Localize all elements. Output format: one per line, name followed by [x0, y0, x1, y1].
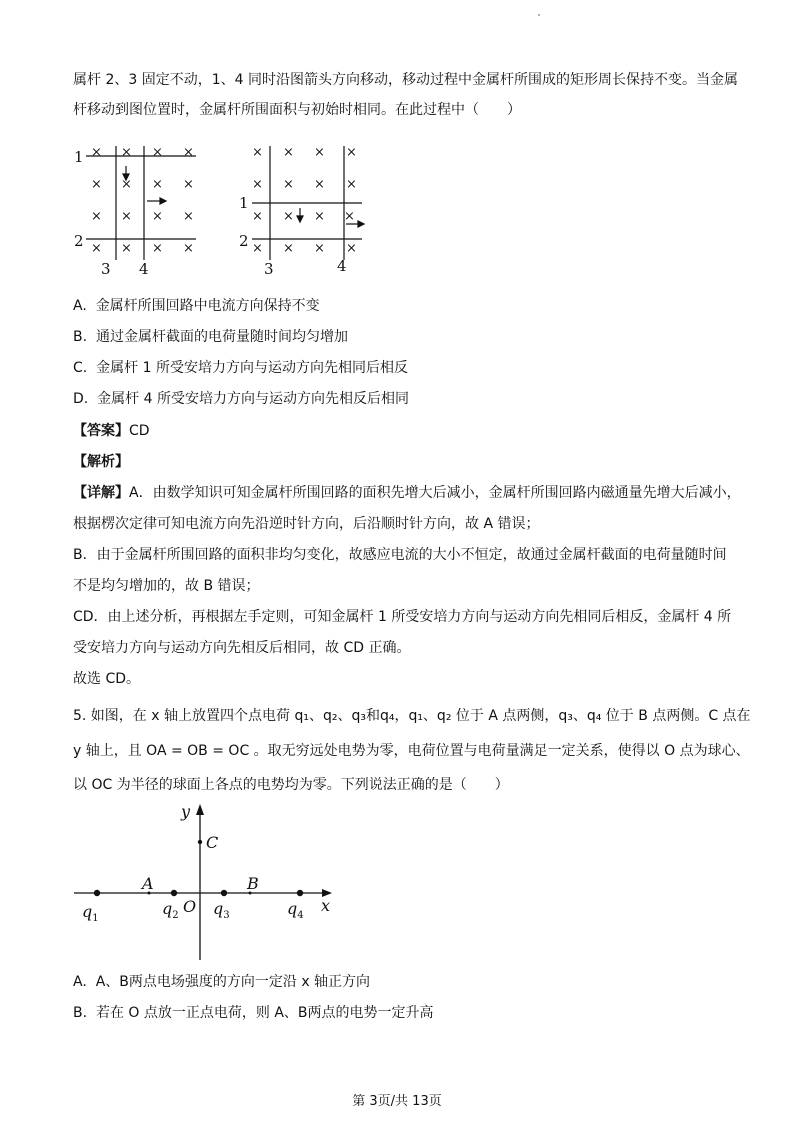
svg-text:×: × — [91, 241, 102, 256]
svg-text:×: × — [346, 241, 357, 256]
q5-option-b: B. 若在 O 点放一正点电荷，则 A、B两点的电势一定升高 — [73, 1005, 434, 1021]
x-label: x — [321, 896, 331, 915]
svg-text:×: × — [183, 145, 194, 160]
svg-text:×: × — [152, 241, 163, 256]
left-label-4: 4 — [139, 260, 149, 278]
svg-text:×: × — [283, 241, 294, 256]
conclusion: 故选 CD。 — [73, 671, 141, 687]
svg-text:×: × — [152, 145, 163, 160]
b-label: B — [247, 874, 259, 893]
charge-q3-point — [221, 890, 227, 896]
right-arrow-right-head — [358, 221, 364, 227]
q4-option-a: A. 金属杆所围回路中电流方向保持不变 — [73, 298, 320, 314]
left-label-2: 2 — [74, 232, 84, 250]
left-arrow-right-head — [160, 198, 166, 204]
charge-q4-point — [297, 890, 303, 896]
q3-label: $q_3$ — [213, 899, 230, 921]
svg-text:×: × — [344, 209, 355, 224]
left-label-1: 1 — [74, 148, 84, 166]
svg-text:×: × — [252, 241, 263, 256]
svg-text:×: × — [121, 145, 132, 160]
point-c — [198, 840, 202, 844]
left-label-3: 3 — [101, 260, 111, 278]
analysis-tag: 【解析】 — [73, 454, 129, 470]
svg-text:×: × — [283, 177, 294, 192]
y-label: y — [181, 802, 191, 821]
page-footer: 第 3页/共 13页 — [352, 1094, 442, 1109]
q4-label: $q_4$ — [287, 899, 304, 921]
q4-stem-line1: 属杆 2、3 固定不动，1、4 同时沿图箭头方向移动，移动过程中金属杆所围成的矩形周长保持不变。当金属 — [73, 72, 738, 88]
right-label-3: 3 — [264, 260, 274, 278]
o-label: O — [183, 897, 197, 916]
detail-cd-line2: 受安培力方向与运动方向先相反后相同，故 CD 正确。 — [73, 640, 411, 656]
svg-text:×: × — [252, 209, 263, 224]
detail-a-line2: 根据楞次定律可知电流方向先沿逆时针方向，后沿顺时针方向，故 A 错误； — [73, 516, 540, 532]
svg-text:×: × — [283, 209, 294, 224]
left-diagram — [86, 146, 196, 260]
svg-text:×: × — [91, 209, 102, 224]
right-label-4: 4 — [337, 257, 347, 275]
detail-b-line2: 不是均匀增加的，故 B 错误； — [73, 578, 260, 594]
svg-text:×: × — [91, 177, 102, 192]
answer-line: 【答案】CD — [73, 423, 150, 439]
q5-stem-line1: 5. 如图，在 x 轴上放置四个点电荷 q₁、q₂、q₃和q₄，q₁、q₂ 位于 A 点两侧，q₃、q₄ 位于 B 点两侧。C 点在 — [73, 708, 751, 724]
charge-q2-point — [171, 890, 177, 896]
svg-text:×: × — [183, 241, 194, 256]
q4-figure — [70, 138, 380, 283]
q5-stem-line3: 以 OC 为半径的球面上各点的电势均为零。下列说法正确的是（ ） — [73, 777, 509, 793]
svg-text:×: × — [152, 177, 163, 192]
q4-option-c: C. 金属杆 1 所受安培力方向与运动方向先相同后相反 — [73, 360, 408, 376]
svg-text:×: × — [314, 177, 325, 192]
q5-stem-line2: y 轴上，且 OA = OB = OC 。取无穷远处电势为零，电荷位置与电荷量满足一定关系，使得以 O 点为球心、 — [73, 743, 750, 759]
svg-text:×: × — [314, 145, 325, 160]
svg-text:×: × — [346, 145, 357, 160]
svg-text:×: × — [121, 209, 132, 224]
svg-text:×: × — [252, 177, 263, 192]
q5-figure — [70, 800, 350, 962]
q4-option-d: D. 金属杆 4 所受安培力方向与运动方向先相反后相同 — [73, 391, 409, 407]
svg-text:×: × — [183, 209, 194, 224]
svg-text:×: × — [121, 241, 132, 256]
svg-text:×: × — [121, 177, 132, 192]
c-label: C — [206, 833, 219, 852]
detail-cd-line1: CD．由上述分析，再根据左手定则，可知金属杆 1 所受安培力方向与运动方向先相同后相反，金属杆 4 所 — [73, 609, 732, 625]
q2-label: $q_2$ — [162, 899, 179, 921]
q5-option-a: A. A、B两点电场强度的方向一定沿 x 轴正方向 — [73, 974, 371, 990]
svg-text:×: × — [152, 209, 163, 224]
y-axis-arrow-icon — [196, 804, 204, 815]
detail-b-line1: B．由于金属杆所围回路的面积非均匀变化，故感应电流的大小不恒定，故通过金属杆截面的电荷量随时间 — [73, 547, 727, 563]
svg-text:×: × — [283, 145, 294, 160]
scan-dot — [538, 14, 540, 16]
q1-label: $q_1$ — [82, 902, 99, 924]
svg-text:×: × — [314, 241, 325, 256]
q4-option-b: B. 通过金属杆截面的电荷量随时间均匀增加 — [73, 329, 348, 345]
svg-text:×: × — [183, 177, 194, 192]
svg-text:×: × — [314, 209, 325, 224]
svg-text:×: × — [252, 145, 263, 160]
svg-text:×: × — [91, 145, 102, 160]
charge-q1-point — [94, 890, 100, 896]
svg-text:×: × — [346, 177, 357, 192]
a-label: A — [142, 874, 154, 893]
right-arrow-down-head — [297, 216, 303, 222]
right-label-1: 1 — [239, 194, 249, 212]
q4-stem-line2: 杆移动到图位置时，金属杆所围面积与初始时相同。在此过程中（ ） — [73, 102, 521, 118]
right-label-2: 2 — [239, 232, 249, 250]
detail-a-line1: 【详解】A．由数学知识可知金属杆所围回路的面积先增大后减小，金属杆所围回路内磁通量先增大后减小， — [73, 485, 741, 501]
